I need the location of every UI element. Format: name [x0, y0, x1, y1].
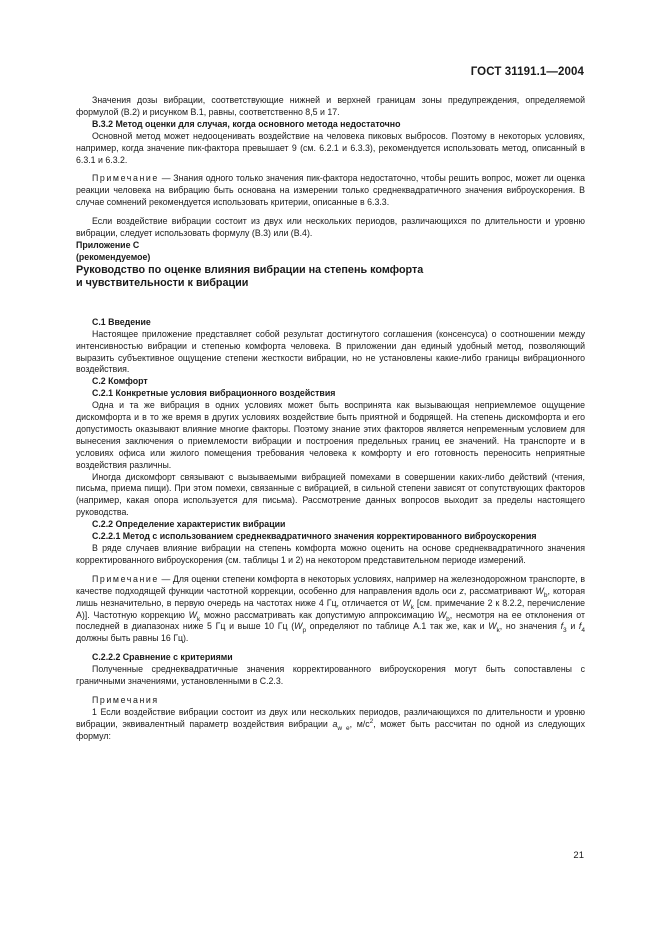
- note-label: Примечание: [92, 573, 159, 584]
- section-heading-c2: С.2 Комфорт: [92, 376, 148, 387]
- appendix-title-line1: Руководство по оценке влияния вибрации на степень комфорта: [76, 263, 424, 276]
- page-number: 21: [573, 850, 584, 861]
- note-text: — Знания одного только значения пик-фактора недостаточно, чтобы решить вопрос, может ли оценка реакции человека на вибрацию быть основана на измерении только среднеквадратичного значения виброускорения. В случае сомнений рекомендуется использовать критерии, описанные в 6.3.3.: [76, 173, 585, 208]
- paragraph: Одна и та же вибрация в одних условиях может быть воспринята как вызывающая неприемлемое ощущение дискомфорта и в то же время в других условиях воздействие быть приятной и бодрящей. На степень дискомфорта и его допустимость оказывают влияние многие факторы. Поэтому знание этих факторов является непременным условием для вынесения заключения о приемлемости вибрации и построения предельных границ ее значений. На транспорте и в условиях офиса или жилого помещения требования человека к комфорту и его готовность переносить неприятные воздействия различны.: [76, 400, 585, 470]
- paragraph: Значения дозы вибрации, соответствующие нижней и верхней границам зоны предупреждения, определяемой формулой (В.2) и рисунком В.1, равны, соответственно 8,5 и 17.: [76, 95, 585, 117]
- document-code: ГОСТ 31191.1—2004: [470, 66, 584, 78]
- paragraph: Если воздействие вибрации состоит из двух или нескольких периодов, различающихся по длительности и уровню вибрации, следует использовать формулу (В.3) или (В.4).: [76, 216, 585, 239]
- paragraph: Настоящее приложение представляет собой результат достигнутого соглашения (консенсуса) о соотношении между интенсивностью вибрации и степенью комфорта человека. В приложении дан единый удобный метод, позволяющий выразить субъективное ощущение степени жесткости вибрации, но не установлены какие-либо границы вибрационного воздействия.: [76, 328, 585, 375]
- appendix-label: Приложение С: [76, 239, 140, 250]
- note-paragraph: Примечание — Для оценки степени комфорта в некоторых условиях, например на железнодорожном транспорте, в качестве подходящей функции частотной коррекции, особенно для направления вдоль оси z, рассматривают $W_b$, которая лишь незначительно, в первую очередь на частотах ниже 4 Гц, отличается от $W_k$ [см. примечание 2 к 8.2.2, перечисление А)]. Частотную коррекцию $W_k$ можно рассматривать как допустимую аппроксимацию $W_b$, несмотря на ее отклонения от последней в диапазонах ниже 5 Гц и выше 10 Гц ($W_p$ определяют по таблице А.1 так же, как и $W_k$, но значения $f_3$ и $f_4$ должны быть равны 16 Гц).: [76, 573, 586, 644]
- note-label: Примечание: [92, 173, 159, 184]
- section-heading-b32: В.3.2 Метод оценки для случая, когда основного метода недостаточно: [92, 118, 401, 129]
- paragraph: Иногда дискомфорт связывают с вызываемыми вибрацией помехами в совершении каких-либо действий (чтения, письма, приема пищи). При этом помехи, связанные с вибрацией, в сильной степени зависят от сопутствующих факторов (например, какая опора используется для письма). Рассмотрение данных вопросов выходит за пределы настоящего руководства.: [76, 471, 585, 518]
- appendix-status: (рекомендуемое): [76, 251, 151, 262]
- section-heading-c1: С.1 Введение: [92, 316, 151, 327]
- page-body: [76, 95, 585, 743]
- appendix-title-line2: и чувствительности к вибрации: [76, 277, 249, 290]
- note-item-1: 1 Если воздействие вибрации состоит из двух или нескольких периодов, различающихся по длительности и уровню вибрации, эквивалентный параметр воздействия вибрации $a_{w e}$, $м/с^2$, может быть рассчитан по одной из следующих формул:: [76, 706, 585, 741]
- paragraph: Основной метод может недооценивать воздействие на человека пиковых выбросов. Поэтому в некоторых условиях, например, когда значение пик-фактора превышает 9 (см. 6.2.1 и 6.3.3), рекомендуется использовать метод, описанный в 6.3.1 и 6.3.2.: [76, 130, 585, 165]
- section-heading-c222: С.2.2.2 Сравнение с критериями: [92, 652, 233, 663]
- paragraph: В ряде случаев влияние вибрации на степень комфорта можно оценить на основе среднеквадратичного значения корректированного виброускорения (см. таблицы 1 и 2) на некотором представительном периоде измерений.: [76, 543, 585, 565]
- note-paragraph: [76, 173, 585, 209]
- section-heading-c22: С.2.2 Определение характеристик вибрации: [92, 519, 286, 530]
- section-heading-c21: С.2.1 Конкретные условия вибрационного воздействия: [92, 388, 336, 399]
- section-heading-c221: С.2.2.1 Метод с использованием среднеквадратичного значения корректированного виброускорения: [92, 531, 537, 542]
- paragraph: Полученные среднеквадратичные значения корректированного виброускорения могут быть сопоставлены с граничными значениями, установленными в С.2.3.: [76, 664, 585, 687]
- notes-label: Примечания: [92, 694, 159, 705]
